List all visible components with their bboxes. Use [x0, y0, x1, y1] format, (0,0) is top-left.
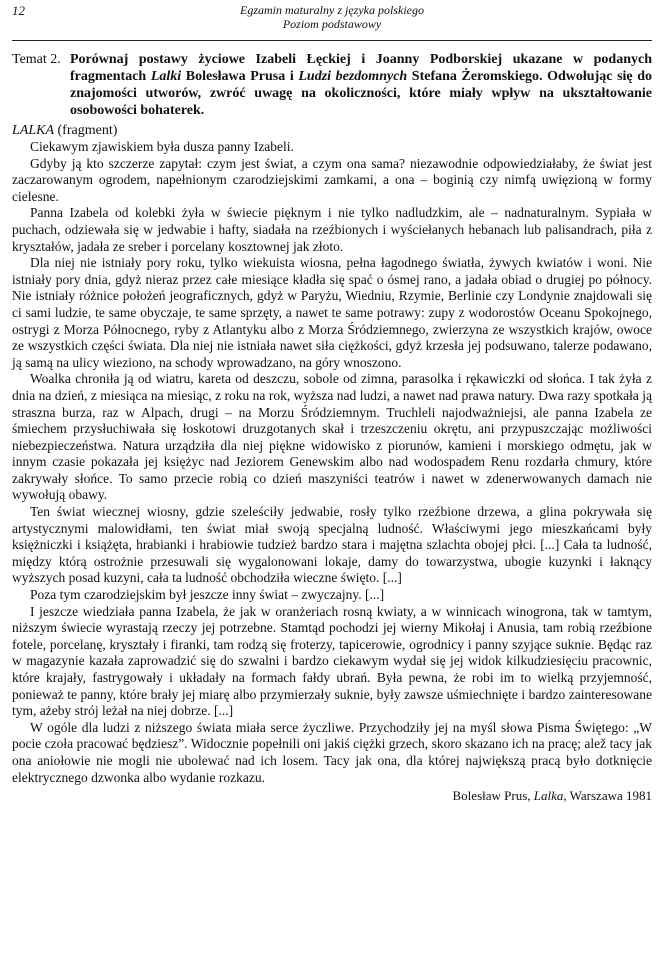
topic-book2: Ludzi bezdomnych	[298, 69, 408, 84]
topic-part1: Porównaj postawy życiowe Izabeli Łęckiej i Joanny Podborskiej ukazane w podanych fragmentach	[70, 52, 652, 84]
source-place-year: , Warszawa 1981	[563, 788, 652, 804]
page-header	[12, 0, 652, 41]
paragraph: Gdyby ją kto szczerze zapytał: czym jest świat, a czym ona sama? niezawodnie odpowiedziałaby, że świat jest zaczarowanym ogrodem, napełnionym czarodziejskimi zamkami, a ona – boginią czy nimfą uwięzioną w formy cielesne.	[12, 155, 652, 204]
topic-part2: Bolesława Prusa i	[181, 69, 299, 84]
paragraph: Ciekawym zjawiskiem była dusza panny Izabeli.	[30, 139, 294, 154]
exam-title: Egzamin maturalny z języka polskiego	[240, 3, 424, 17]
paragraph: I jeszcze wiedziała panna Izabela, że jak w oranżeriach rosną kwiaty, a w winnicach winogrona, tak w tamtym, niższym świecie wyrastają rzeczy jej potrzebne. Stamtąd pochodzi jej wierny Mikołaj i Anusia, tam robią rzeźbione fotele, porcelanę, kryształy i firanki, tam rodzą się froterzy, tapicerowie, ogrodnicy i panny szyjące suknie. Będąc raz w magazynie kazała zaprowadzić się do szwalni i bardzo ciekawym wydał się jej widok kilkudziesięciu pracownic, które krajały, fastrygowały i układały na formach fałdy ubrań. Była pewna, że robi im to wielką przyjemność, ponieważ te panny, które brały jej miarę albo przymierzały suknie, były zawsze uśmiechnięte i bardzo zainteresowane tym, ażeby strój leżał na niej dobrze. [...]	[12, 603, 652, 719]
topic-text	[70, 51, 652, 119]
topic-book1: Lalki	[150, 69, 182, 84]
topic-part3: Stefana Żeromskiego. Odwołując się do znajomości utworów, zwróć uwagę na okoliczności, które miały wpływ na ukształtowanie osobowości bohaterek.	[70, 69, 653, 118]
exam-level: Poziom podstawowy	[282, 17, 382, 31]
fragment-heading	[12, 122, 652, 139]
paragraph: Poza tym czarodziejskim był jeszcze inny świat – zwyczajny. [...]	[30, 587, 385, 603]
topic	[12, 51, 652, 119]
paragraph: Dla niej nie istniały pory roku, tylko wiekuista wiosna, pełna łagodnego światła, żywych kwiatów i woni. Nie istniały pory dnia, gdyż nieraz przez całe miesiące kładła się spać o ósmej rano, a jadała obiad o drugiej po północy. Nie istniały różnice położeń jeograficznych, gdyż w Paryżu, Wiedniu, Rzymie, Berlinie czy Londynie znajdowali się ci sami ludzie, te same obyczaje, te same sprzęty, a nawet te same potrawy: zupy z wodorostów Oceanu Spokojnego, ostrygi z Morza Północnego, ryby z Atlantyku albo z Morza Śródziemnego, zwierzyna ze wszystkich krajów, owoce ze wszystkich części świata. Dla niej nie istniała nawet siła ciężkości, gdyż krzesła jej podsuwano, talerze podawano, ją samą na ulicy wieziono, na schody wprowadzano, na góry wnoszono.	[12, 255, 652, 370]
header-title-block	[12, 3, 652, 31]
fragment-suffix: (fragment)	[54, 123, 118, 138]
source-title: Lalka	[533, 788, 564, 804]
source-citation	[12, 788, 652, 804]
fragment-text	[12, 139, 652, 786]
paragraph: W ogóle dla ludzi z niższego świata miała serce życzliwe. Przychodziły jej na myśl słowa Pisma Świętego: „W pocie czoła pracować będziesz”. Widocznie popełnili oni jakiś ciężki grzech, skoro skazano ich na pracę; alež tacy jak ona aniołowie nie mogli nie ubolewać nad ich losem. Tacy jak ona, dla której największą pracą było dotknięcie elektrycznego dzwonka albo wydanie rozkazu.	[12, 719, 652, 785]
paragraph: Woalka chroniła ją od wiatru, kareta od deszczu, sobole od zimna, parasolka i rękawiczki od słońca. I tak żyła z dnia na dzień, z miesiąca na miesiąc, z roku na rok, wyższa nad ludzi, a nawet nad prawa natury. Dwa razy spotkała ją straszna burza, raz w Alpach, drugi – na Morzu Śródziemnym. Truchleli najodważniejsi, ale panna Izabela ze śmiechem przysłuchiwała się łoskotowi druzgotanych skał i trzeszczeniu okrętu, ani przypuszczając możliwości niebezpieczeństwa. Natura urządziła dla niej piękne widowisko z piorunów, kamieni i morskiego odmętu, jak w innym czasie pokazała jej księżyc nad Jeziorem Genewskim albo nad wodospadem Renu rozdarła chmury, które zakrywały słońce. To samo przecie robią co dzień maszyniści teatrów i nawet w zdenerwowanych damach nie wywołują obawy.	[12, 371, 652, 503]
paragraph: Ten świat wiecznej wiosny, gdzie szeleściły jedwabie, rosły tylko rzeźbione drzewa, a glina pokrywała się artystycznymi malowidłami, ten świat miał swoją specjalną ludność. Właściwymi jego mieszkańcami były księżniczki i książęta, hrabianki i hrabiowie tudzież bardzo stara i majętna szlachta obojej płci. [...] Cała ta ludność, między którą ostrożnie przesuwali się wygalonowani lokaje, damy do towarzystwa, ubogie kuzynki i łaknący wyższych posad kuzyni, cała ta ludność obchodziła wieczne święto. [...]	[12, 504, 652, 586]
page-number: 12	[12, 3, 25, 18]
topic-label: Temat 2.	[12, 52, 61, 67]
fragment-title: LALKA	[12, 123, 55, 138]
source-author: Bolesław Prus,	[452, 788, 534, 804]
paragraph: Panna Izabela od kolebki żyła w świecie pięknym i nie tylko nadludzkim, ale – nadnaturalnym. Sypiała w puchach, odziewała się w jedwabie i hafty, siadała na rzeźbionych i wyściełanych hebanach lub palisandrach, piła z kryształów, jadała ze sreber i porcelany kosztownej jak złoto.	[12, 205, 652, 254]
